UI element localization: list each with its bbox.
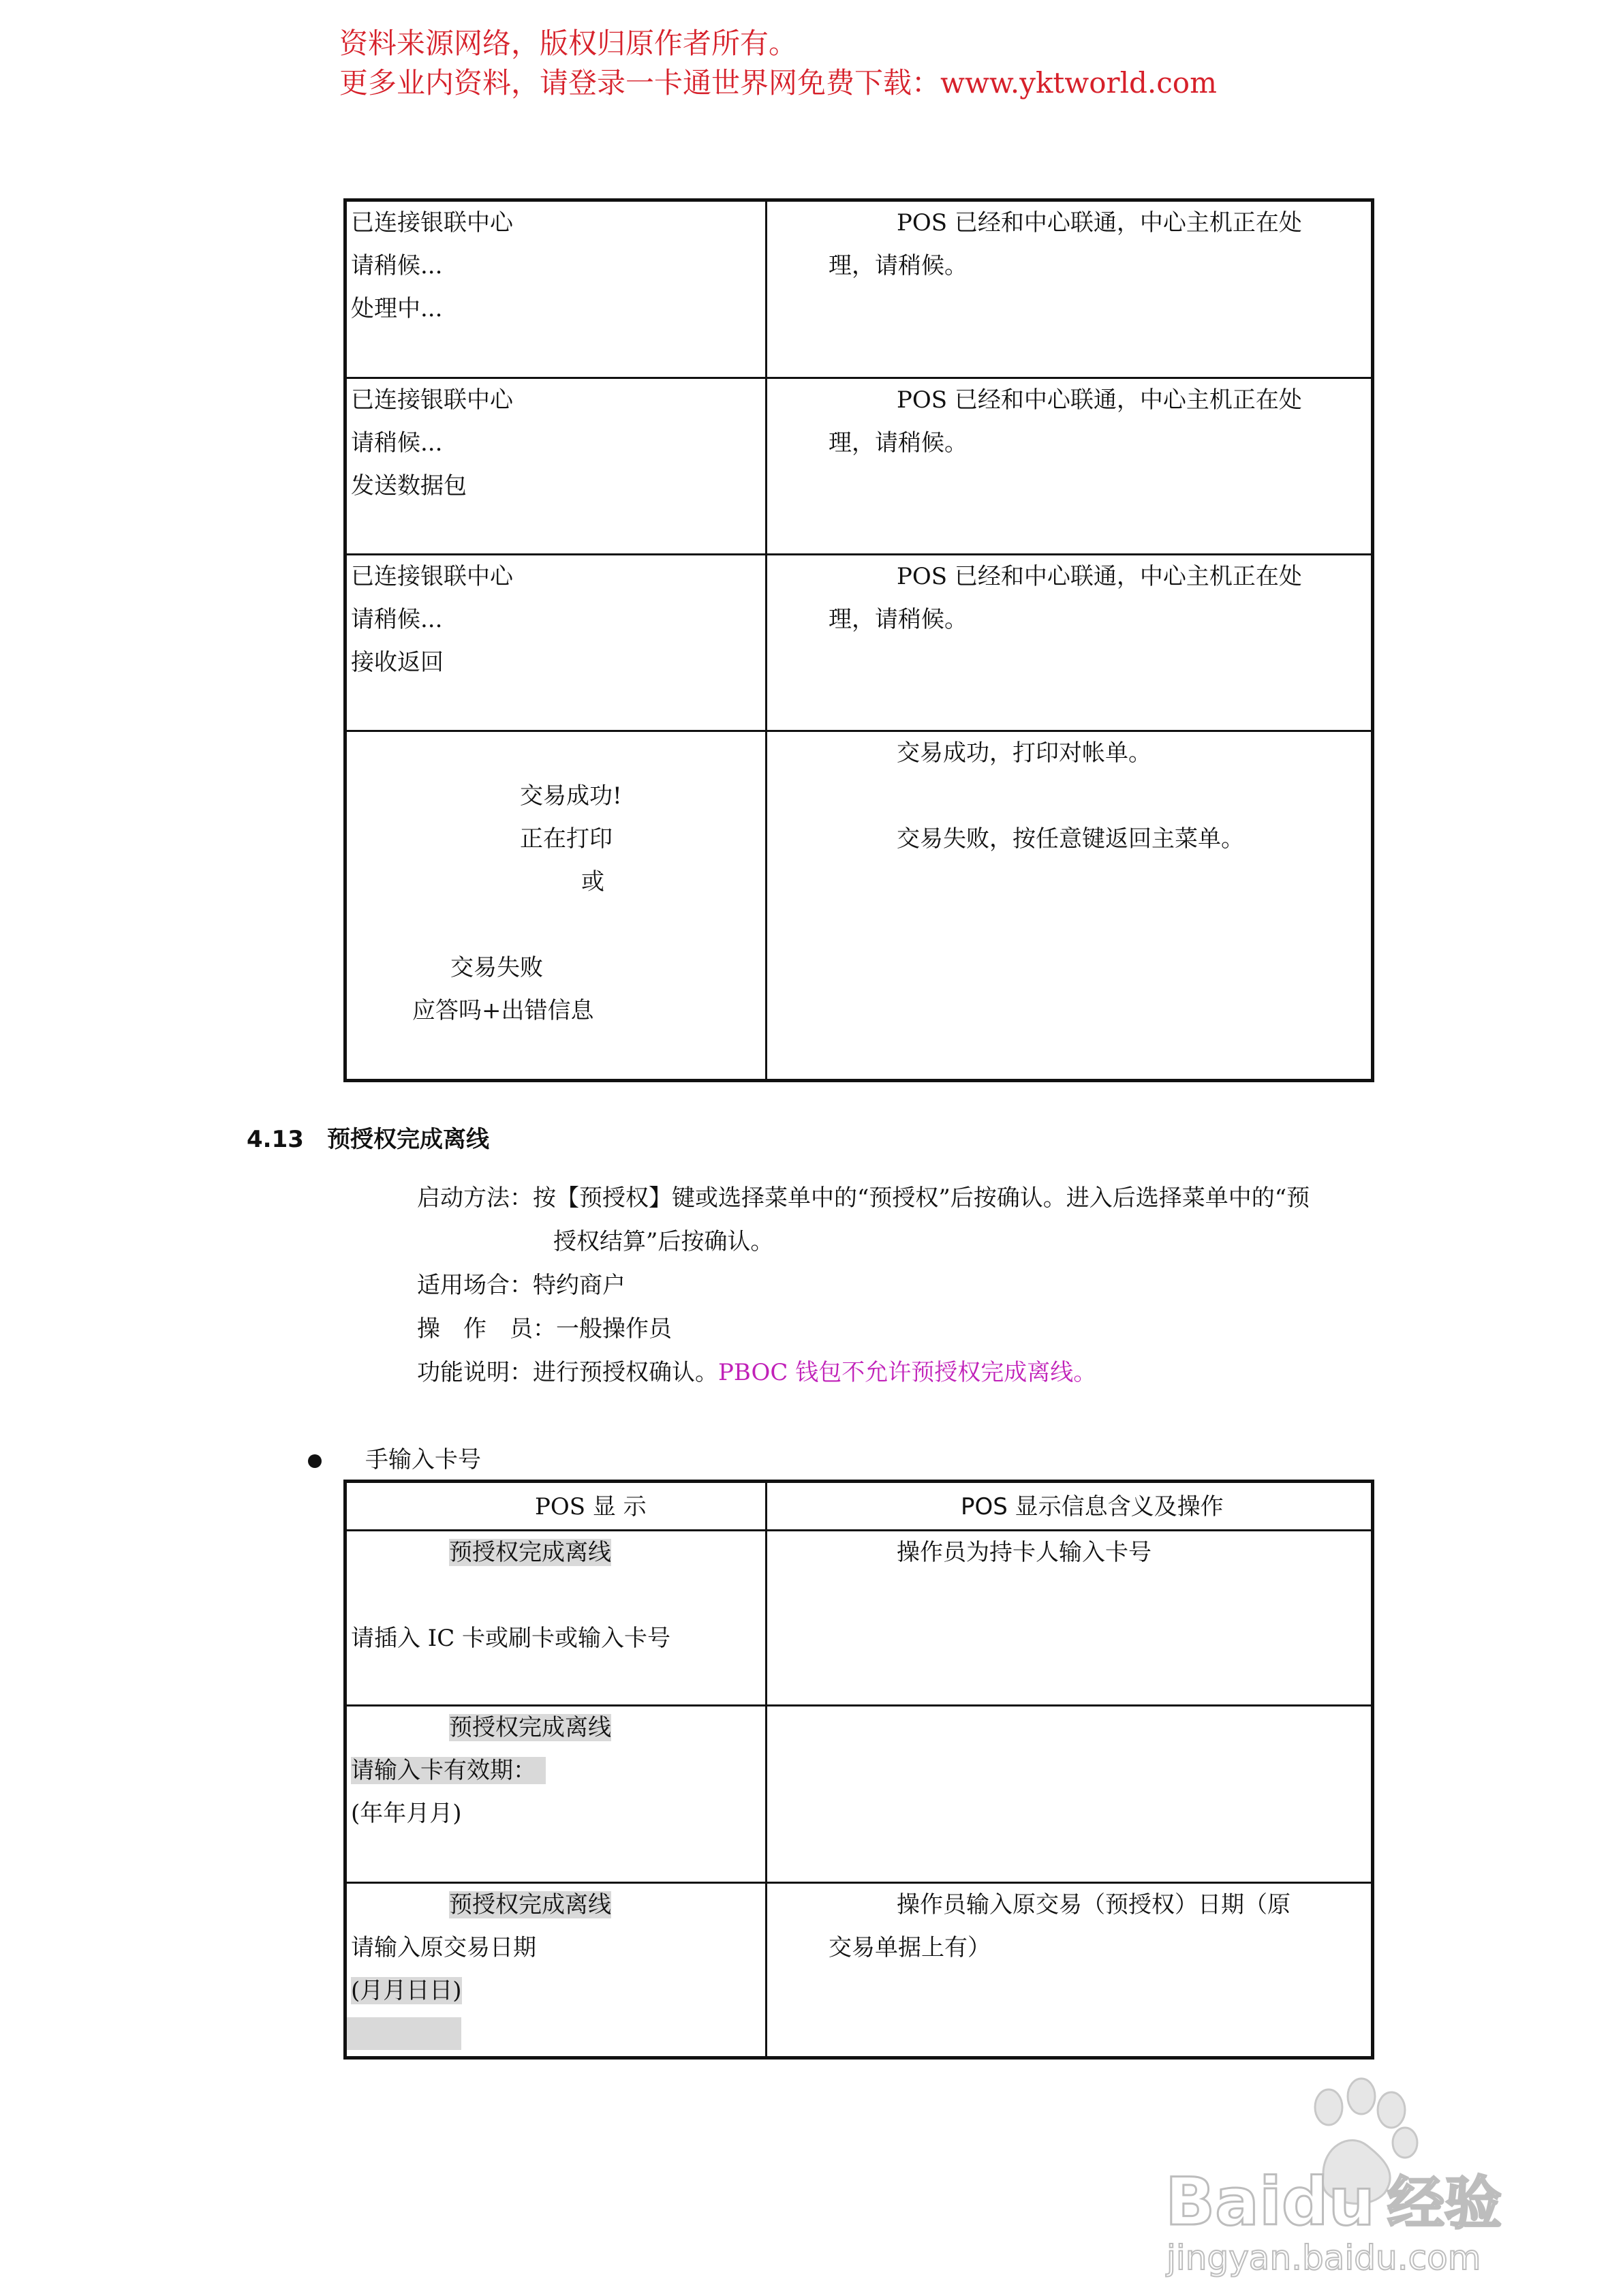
table-row (345, 555, 1373, 731)
screen-title: 预授权完成离线 (449, 1891, 611, 1918)
pos-display-line: 或 (581, 868, 604, 896)
pos-display-line: 正在打印 (520, 825, 613, 853)
start-method-line-2: 授权结算”后按确认。 (553, 1228, 774, 1255)
section-title: 预授权完成离线 (327, 1126, 489, 1153)
meaning-line: POS 已经和中心联通，中心主机正在处 (897, 209, 1302, 236)
meaning-line: 理，请稍候。 (829, 252, 968, 279)
pos-display-line: 请稍候... (351, 252, 443, 279)
watermark-cn: 经验 (1387, 2170, 1502, 2237)
start-method-line-1: 启动方法：按【预授权】键或选择菜单中的“预授权”后按确认。进入后选择菜单中的“预 (417, 1184, 1310, 1212)
highlight-block (347, 2017, 461, 2050)
meaning-line: POS 已经和中心联通，中心主机正在处 (897, 563, 1302, 590)
pos-display-line: 请插入 IC 卡或刷卡或输入卡号 (351, 1625, 671, 1652)
section-heading (247, 1124, 489, 1154)
table-header-row (345, 1482, 1373, 1531)
pos-display-line: 请稍候... (351, 606, 443, 633)
pos-display-line: 已连接银联中心 (351, 209, 513, 236)
pos-display-line: 处理中... (351, 295, 443, 322)
section-number: 4.13 (247, 1126, 304, 1153)
table-row (345, 378, 1373, 555)
table-row (345, 1706, 1373, 1883)
pos-display-line: 应答吗+出错信息 (412, 997, 594, 1024)
column-header-meaning: POS 显示信息含义及操作 (961, 1493, 1224, 1520)
pos-display-line: 交易成功! (520, 782, 622, 810)
watermark-brand: Baidu (1165, 2164, 1375, 2240)
watermark-url: jingyan.baidu.com (1166, 2238, 1481, 2278)
pos-display-line: 请输入原交易日期 (351, 1934, 536, 1961)
function-note: PBOC 钱包不允许预授权完成离线。 (718, 1359, 1097, 1386)
pos-display-line: 已连接银联中心 (351, 563, 513, 590)
meaning-line: 操作员为持卡人输入卡号 (897, 1539, 1151, 1566)
screen-title: 预授权完成离线 (449, 1539, 611, 1566)
meaning-line: 理，请稍候。 (829, 606, 968, 633)
meaning-line: 交易成功，打印对帐单。 (897, 739, 1151, 767)
pos-display-line: 请输入卡有效期： (351, 1757, 546, 1784)
column-header-pos-display: POS 显 示 (535, 1493, 647, 1520)
meaning-line: 操作员输入原交易（预授权）日期（原 (897, 1891, 1290, 1918)
meaning-line: 交易失败，按任意键返回主菜单。 (897, 825, 1244, 853)
pos-display-line: 接收返回 (351, 649, 444, 676)
screen-title: 预授权完成离线 (449, 1714, 611, 1741)
bullet-item-label: 手输入卡号 (365, 1446, 481, 1473)
function-line (417, 1358, 1096, 1388)
status-table (343, 198, 1374, 1082)
meaning-line: 理，请稍候。 (829, 429, 968, 457)
table-row (345, 200, 1373, 378)
baidu-jingyan-watermark (1145, 2072, 1554, 2283)
pos-display-line: (年年月月) (351, 1800, 462, 1827)
pos-display-line: 发送数据包 (351, 472, 467, 500)
source-notice-line-1: 资料来源网络，版权归原作者所有。 (339, 27, 798, 60)
function-description: 功能说明：进行预授权确认。 (417, 1359, 718, 1386)
bullet-dot-icon (308, 1454, 322, 1468)
source-notice-line-2: 更多业内资料，请登录一卡通世界网免费下载：www.yktworld.com (339, 66, 1217, 100)
pos-display-line: (月月日日) (351, 1977, 462, 2004)
table-row (345, 731, 1373, 1081)
meaning-line: POS 已经和中心联通，中心主机正在处 (897, 386, 1302, 414)
pos-display-line: 已连接银联中心 (351, 386, 513, 414)
operator-line: 操 作 员：一般操作员 (417, 1315, 672, 1343)
pos-display-line: 请稍候... (351, 429, 443, 457)
meaning-line: 交易单据上有） (829, 1934, 991, 1961)
pos-display-line: 交易失败 (450, 954, 543, 981)
table-row (345, 1883, 1373, 2058)
scenario-line: 适用场合：特约商户 (417, 1272, 625, 1299)
manual-entry-table (343, 1480, 1374, 2060)
table-row (345, 1531, 1373, 1706)
